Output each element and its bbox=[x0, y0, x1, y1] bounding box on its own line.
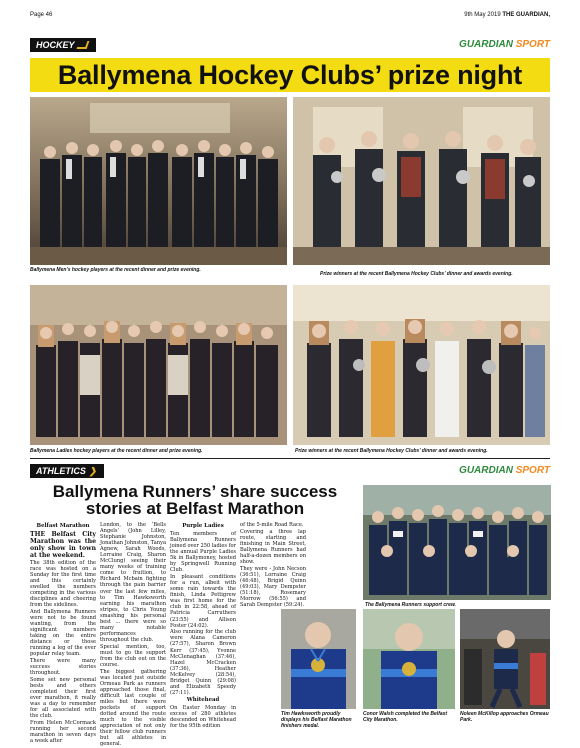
paragraph: They were - John Necson (36:51), Lorraine Craig (46:48), Brigid Quinn (49:03), Mary Dempster (51:18), Rosemary Morrow (56:55) and Sarah Dempster (59:24). bbox=[240, 565, 306, 609]
page-number: Page 46 bbox=[30, 12, 53, 18]
hockey-section-bar bbox=[30, 38, 550, 52]
paragraph: From Helen McCormack running her second marathon in seven days a week after bbox=[30, 720, 96, 745]
guardian-sport-logo: GUARDIAN SPORT bbox=[459, 39, 550, 50]
noleen-mckillop-caption: Noleen McKillop approaches Ormeau Park. bbox=[460, 711, 549, 723]
issue-date: 9th May 2019 THE GUARDIAN, bbox=[464, 12, 550, 18]
article-column-2 bbox=[100, 522, 166, 748]
lead-paragraph: THE Belfast City Marathon was the only show in town at the weekend. bbox=[30, 531, 96, 560]
hockey-stick-icon bbox=[76, 41, 89, 49]
tim-hawksworth-photo bbox=[281, 609, 356, 709]
paragraph: On Easter Monday in excess of 280 athletes descended on Whitehead for the 95th edition bbox=[170, 704, 236, 730]
paragraph: London, to the ‘Bells Angels’ (John Lilley, Stephanie Johnston, Jonathan Johnston, Tanya Agnew, Sarah Woods, Lorraine Craig, Sharon McClung) seeing their many weeks of training come to fruition, to Richard Mcbain fighting through the pain barrier over the last few miles, to Tim Hawksworth earning his marathon stripes, to Chris Young smashing his personal best ... there were so many notable performances throughout the club. bbox=[100, 522, 166, 643]
athletics-section-bar bbox=[30, 464, 550, 478]
tim-hawksworth-caption: Tim Hawksworth proudly displays his Belfast Marathon finishers medal. bbox=[281, 711, 352, 729]
belfast-marathon-heading: Belfast Marathon bbox=[36, 523, 90, 529]
paragraph: There were many success stories throughout. bbox=[30, 658, 96, 677]
guardian-sport-logo-2: GUARDIAN SPORT bbox=[459, 465, 550, 476]
support-crew-photo bbox=[363, 485, 551, 600]
article-column-1 bbox=[30, 522, 96, 745]
hockey-tag: HOCKEY bbox=[30, 38, 96, 52]
section-divider bbox=[30, 458, 550, 459]
hockey-headline-banner bbox=[30, 58, 550, 92]
paragraph: In pleasant conditions for a run, albeit with some rain towards the finish, Linda Pettigrew was first home for the club in 22:58, ahead of Patricia Carruthers (23:55) and Allison Foster (24:02). bbox=[170, 574, 236, 629]
paragraph: Some set new personal bests and others completed their first ever marathon, it really was a day to remember for all associated with the club. bbox=[30, 677, 96, 720]
article-column-4 bbox=[240, 522, 306, 609]
prize-winners-caption-1: Prize winners at the recent Ballymena Hockey Clubs’ dinner and awards evening. bbox=[320, 271, 513, 277]
prize-winners-photo-1 bbox=[293, 97, 550, 265]
article-column-3 bbox=[170, 522, 236, 730]
paragraph: The 38th edition of the race was hosted on a Sunday for the first time and this certainly swelled the numbers competing in the various disciplines and cheering from the sidelines. bbox=[30, 559, 96, 609]
prize-winners-caption-2: Prize winners at the recent Ballymena Hockey Clubs’ dinner and awards evening. bbox=[295, 448, 488, 454]
hockey-headline: Ballymena Hockey Clubs’ prize night bbox=[57, 59, 523, 90]
conor-walsh-caption: Conor Walsh completed the Belfast City Marathon. bbox=[363, 711, 448, 723]
runner-icon: ❯ bbox=[88, 466, 97, 476]
paragraph: Special mention, too, must to go the support from the club out on the course. bbox=[100, 643, 166, 668]
purple-ladies-heading: Purple Ladies bbox=[182, 523, 224, 529]
athletics-headline: Ballymena Runners’ share success stories at Belfast Marathon bbox=[52, 482, 338, 518]
paragraph: And Ballymena Runners were not to be found wanting, from the significant numbers taking on the entire distance or those running a leg of the ever popular relay team. bbox=[30, 609, 96, 658]
paragraph: of the 5-mile Road Race. bbox=[240, 522, 304, 528]
support-crew-caption: The Ballymena Runners support crew. bbox=[365, 602, 456, 608]
conor-walsh-photo bbox=[363, 609, 455, 709]
page-header bbox=[30, 10, 550, 22]
mens-hockey-caption: Ballymena Men’s hockey players at the recent dinner and prize evening. bbox=[30, 267, 201, 273]
paragraph: Also running for the club were Alana Cameron (27:57), Sharon Brown Kerr (37:45), Yvonne McClenaghan (37:46), Hazel McCracken (37:36), Heather McKelvey (28:54), Bridget Quinn (29:08) and Elizabeth Speedy (27:11). bbox=[170, 629, 236, 696]
prize-winners-photo-2 bbox=[293, 285, 550, 445]
noleen-mckillop-photo bbox=[460, 609, 550, 709]
ladies-hockey-photo bbox=[30, 285, 287, 445]
athletics-tag: ATHLETICS ❯ bbox=[30, 464, 104, 478]
whitehead-heading: Whitehead bbox=[186, 696, 220, 703]
paragraph: The biggest gathering was located just outside Ormeau Park as runners approached those final, difficult last couple of miles but there were pockets of support dotted around the route much to the visible appreciation of not only their fellow club runners but all athletes in general. bbox=[100, 668, 166, 748]
paragraph: Covering a three lap route, starting and finishing in Main Street, Ballymena Runners had half-a-dozen members on show. bbox=[240, 528, 306, 566]
paragraph: Ten members of Ballymena Runners joined over 250 ladies for the annual Purple Ladies 5k in Ballymoney, hosted by Springwell Running Club. bbox=[170, 531, 236, 574]
ladies-hockey-caption: Ballymena Ladies hockey players at the recent dinner and prize evening. bbox=[30, 448, 203, 454]
mens-hockey-photo bbox=[30, 97, 287, 265]
